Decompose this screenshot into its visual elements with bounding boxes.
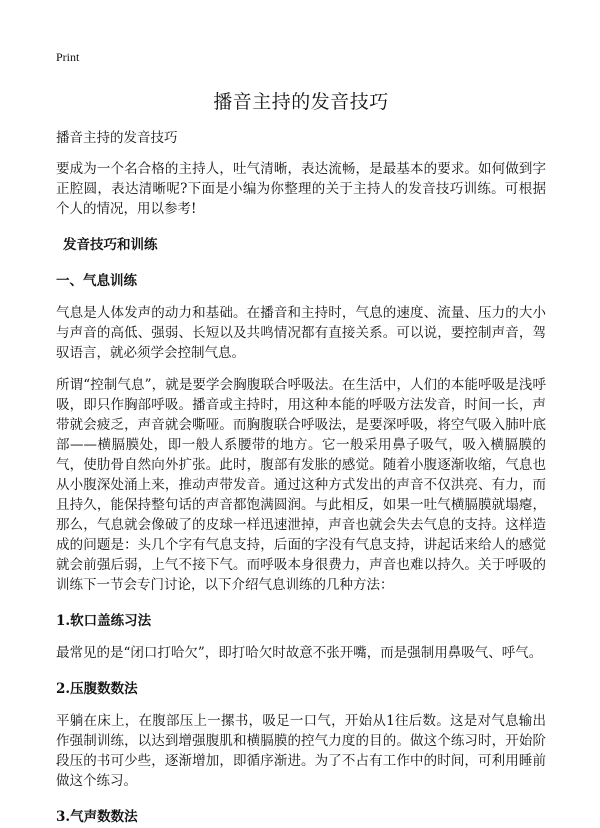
method-3-heading: 3.气声数数法 bbox=[56, 809, 138, 825]
page-title: 播音主持的发音技巧 bbox=[213, 91, 389, 113]
method-2-paragraph: 平躺在床上，在腹部压上一摞书，吸足一口气，开始从1往后数。这是对气息输出作强制训练，以达到增强腹肌和横膈膜的控气力度的目的。做这个练习时，开始阶段压的书可少些，逐渐增加，即循序渐进。为了不占有工作中的时间，可利用睡前做这个练习。 bbox=[56, 713, 546, 789]
intro-paragraph: 要成为一个名合格的主持人，吐气清晰，表达流畅，是最基本的要求。如何做到字正腔圆，表达清晰呢?下面是小编为你整理的关于主持人的发音技巧训练。可根据个人的情况，用以参考! bbox=[56, 161, 546, 217]
method-2-heading: 2.压腹数数法 bbox=[56, 681, 138, 697]
print-link[interactable]: Print bbox=[56, 50, 80, 64]
article-subtitle: 播音主持的发音技巧 bbox=[56, 130, 178, 146]
breath-paragraph-1: 气息是人体发声的动力和基础。在播音和主持时，气息的速度、流量、压力的大小与声音的高低、强弱、长短以及共鸣情况都有直接关系。可以说，要控制声音，驾驭语言，就必须学会控制气息。 bbox=[56, 305, 546, 361]
section-heading-main: 发音技巧和训练 bbox=[63, 237, 158, 253]
breath-paragraph-2: 所谓“控制气息”，就是要学会胸腹联合呼吸法。在生活中，人们的本能呼吸是浅呼吸，即只作胸部呼吸。播音或主持时，用这种本能的呼吸方法发音，时间一长，声带就会疲乏，声音就会嘶哑。而胸腹联合呼吸法，是要深呼吸，将空气吸入肺叶底部——横膈膜处，即一般人系腰带的地方。它一般采用鼻子吸气，吸入横膈膜的气，使肋骨自然向外扩张。此时，腹部有发胀的感觉。随着小腹逐渐收缩，气息也从小腹深处涌上来，推动声带发音。通过这种方式发出的声音不仅洪亮、有力，而且持久，能保持整句话的声音都饱满圆润。与此相反，如果一吐气横膈膜就塌瘪，那么，气息就会像破了的皮球一样迅速泄掉，声音也就会失去气息的支持。这样造成的问题是：头几个字有气息支持，后面的字没有气息支持，讲起话来给人的感觉就会前强后弱，上气不接下气。而呼吸本身很费力，声音也难以持久。关于呼吸的训练下一节会专门讨论，以下介绍气息训练的几种方法： bbox=[56, 377, 546, 593]
section-heading-breath: 一、气息训练 bbox=[56, 273, 137, 289]
method-1-heading: 1.软口盖练习法 bbox=[56, 613, 152, 629]
method-1-paragraph: 最常见的是“闭口打哈欠”，即打哈欠时故意不张开嘴，而是强制用鼻吸气、呼气。 bbox=[56, 645, 543, 661]
